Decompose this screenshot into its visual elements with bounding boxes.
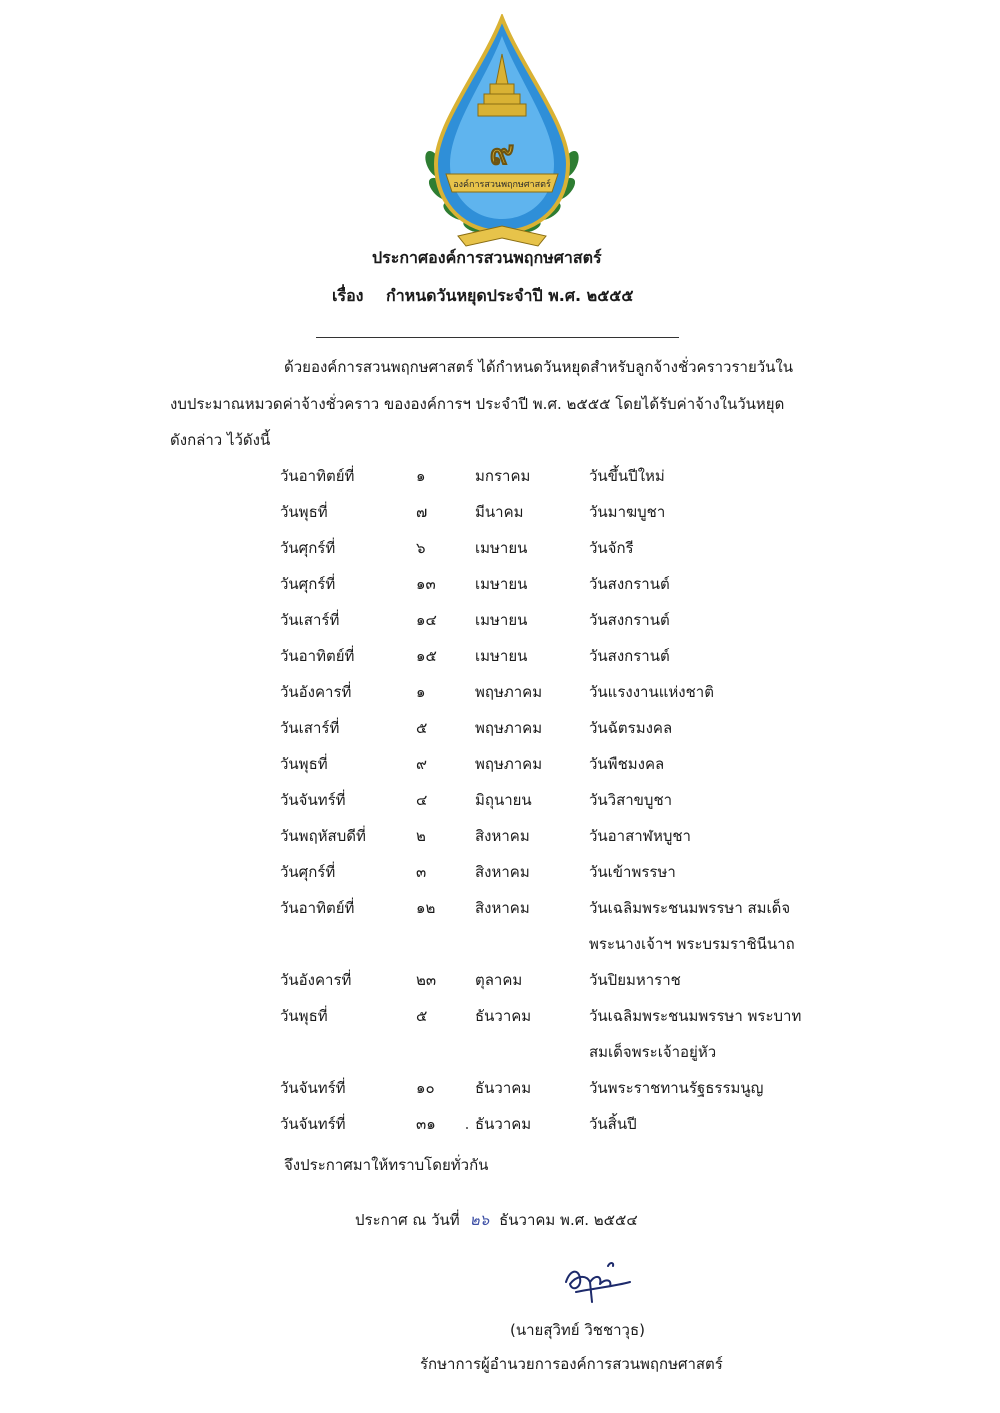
table-row — [280, 1070, 879, 1106]
holiday-month: พฤษภาคม — [475, 683, 543, 701]
table-row — [280, 818, 879, 854]
holiday-date: ๑๕ — [416, 647, 437, 665]
issued-date — [355, 1208, 638, 1232]
holiday-month: ธันวาคม — [475, 1007, 532, 1025]
stray-dot — [466, 1127, 468, 1129]
holiday-day-of-week: วันจันทร์ที่ — [280, 791, 346, 809]
holiday-date: ๑ — [416, 683, 426, 701]
holiday-month: สิงหาคม — [475, 863, 530, 881]
holiday-day-of-week: วันศุกร์ที่ — [280, 575, 336, 593]
holiday-date: ๑ — [416, 467, 426, 485]
subject-line — [332, 284, 634, 309]
holiday-name: วันปิยมหาราช — [589, 971, 681, 989]
holiday-date: ๙ — [416, 755, 427, 773]
holiday-day-of-week: วันอังคารที่ — [280, 683, 352, 701]
table-row — [280, 962, 879, 998]
handwritten-signature — [556, 1252, 636, 1312]
table-row — [280, 926, 879, 962]
subject-label: เรื่อง — [332, 286, 364, 305]
table-row — [280, 602, 879, 638]
issued-day-handwritten: ๒๖ — [469, 1211, 490, 1229]
holiday-date: ๑๔ — [416, 611, 437, 629]
table-row — [280, 674, 879, 710]
holiday-day-of-week: วันพุธที่ — [280, 503, 328, 521]
holiday-day-of-week: วันเสาร์ที่ — [280, 611, 340, 629]
holiday-name: วันแรงงานแห่งชาติ — [589, 683, 714, 701]
table-row — [280, 638, 879, 674]
holiday-month: เมษายน — [475, 575, 528, 593]
holiday-date: ๗ — [416, 503, 428, 521]
holiday-month: พฤษภาคม — [475, 755, 543, 773]
holiday-name: วันสงกรานต์ — [589, 611, 670, 629]
holiday-name: วันมาฆบูชา — [589, 503, 666, 521]
table-row — [280, 494, 879, 530]
holiday-name: วันฉัตรมงคล — [589, 719, 673, 737]
intro-line-1: ด้วยองค์การสวนพฤกษศาสตร์ ได้กำหนดวันหยุดสำหรับลูกจ้างชั่วคราวรายวันใน — [284, 358, 794, 376]
holiday-date: ๑๐ — [416, 1079, 435, 1097]
holiday-name: วันสงกรานต์ — [589, 575, 670, 593]
holiday-day-of-week: วันอาทิตย์ที่ — [280, 467, 355, 485]
subject-text: กำหนดวันหยุดประจำปี พ.ศ. ๒๕๕๕ — [386, 286, 634, 305]
holiday-month: เมษายน — [475, 647, 528, 665]
page-title: ประกาศองค์การสวนพฤกษศาสตร์ — [372, 248, 602, 267]
holiday-date — [416, 1034, 475, 1070]
table-row — [280, 566, 879, 602]
holiday-name: วันวิสาขบูชา — [589, 791, 673, 809]
holiday-name: วันสงกรานต์ — [589, 647, 670, 665]
holiday-day-of-week: วันศุกร์ที่ — [280, 863, 336, 881]
holiday-month: เมษายน — [475, 611, 528, 629]
table-row — [280, 458, 879, 494]
table-row — [280, 530, 879, 566]
holiday-name: วันพืชมงคล — [589, 755, 665, 773]
holiday-day-of-week: วันจันทร์ที่ — [280, 1115, 346, 1133]
title-divider — [316, 337, 679, 338]
table-row — [280, 782, 879, 818]
holiday-day-of-week: วันอาทิตย์ที่ — [280, 647, 355, 665]
holiday-month: สิงหาคม — [475, 827, 530, 845]
holiday-date: ๑๓ — [416, 575, 436, 593]
table-row — [280, 710, 879, 746]
intro-line-3: ดังกล่าว ไว้ดังนี้ — [170, 431, 271, 449]
table-row — [280, 746, 879, 782]
holiday-name: วันอาสาฬหบูชา — [589, 827, 691, 845]
holiday-month: มกราคม — [475, 467, 531, 485]
intro-line-2: งบประมาณหมวดค่าจ้างชั่วคราว ขององค์การฯ ประจำปี พ.ศ. ๒๕๕๕ โดยได้รับค่าจ้างในวันหยุด — [170, 395, 785, 413]
svg-text:๙: ๙ — [489, 133, 515, 173]
holiday-date — [416, 926, 475, 962]
holiday-month: มีนาคม — [475, 503, 524, 521]
table-row — [280, 998, 879, 1034]
holiday-date: ๑๒ — [416, 899, 436, 917]
holiday-month: ธันวาคม — [475, 1115, 532, 1133]
holiday-name: วันสิ้นปี — [589, 1115, 637, 1133]
holiday-name: วันเฉลิมพระชนมพรรษา สมเด็จ — [589, 899, 791, 917]
holiday-month: มิถุนายน — [475, 791, 532, 809]
svg-text:องค์การสวนพฤกษศาสตร์: องค์การสวนพฤกษศาสตร์ — [453, 180, 551, 190]
table-row — [280, 1106, 879, 1142]
holiday-name: วันเข้าพรรษา — [589, 863, 676, 881]
issued-month-year: ธันวาคม พ.ศ. ๒๕๕๔ — [499, 1211, 638, 1229]
holiday-date: ๔ — [416, 791, 428, 809]
organization-logo — [418, 14, 586, 254]
holiday-name: วันพระราชทานรัฐธรรมนูญ — [589, 1079, 764, 1097]
holiday-day-of-week — [280, 926, 416, 962]
holiday-day-of-week: วันจันทร์ที่ — [280, 1079, 346, 1097]
holiday-month — [475, 926, 589, 962]
holiday-month: ตุลาคม — [475, 971, 523, 989]
holiday-day-of-week: วันพุธที่ — [280, 1007, 328, 1025]
holiday-day-of-week: วันเสาร์ที่ — [280, 719, 340, 737]
issued-prefix: ประกาศ ณ วันที่ — [355, 1211, 460, 1229]
holiday-day-of-week — [280, 1034, 416, 1070]
table-row — [280, 1034, 879, 1070]
holiday-name: วันขึ้นปีใหม่ — [589, 467, 665, 485]
holiday-month — [475, 1034, 589, 1070]
holiday-month: ธันวาคม — [475, 1079, 532, 1097]
holiday-table — [280, 458, 879, 1142]
holiday-date: ๒๓ — [416, 971, 437, 989]
holiday-name: พระนางเจ้าฯ พระบรมราชินีนาถ — [589, 935, 795, 953]
signer-name: (นายสุวิทย์ วิชชาวุธ) — [510, 1321, 645, 1339]
table-row — [280, 890, 879, 926]
signer-title: รักษาการผู้อำนวยการองค์การสวนพฤกษศาสตร์ — [420, 1355, 723, 1373]
holiday-date: ๕ — [416, 1007, 428, 1025]
holiday-day-of-week: วันอังคารที่ — [280, 971, 352, 989]
holiday-date: ๓ — [416, 863, 427, 881]
holiday-name: วันเฉลิมพระชนมพรรษา พระบาท — [589, 1007, 802, 1025]
holiday-date: ๓๑ — [416, 1115, 436, 1133]
holiday-name: วันจักรี — [589, 539, 634, 557]
holiday-month: เมษายน — [475, 539, 528, 557]
table-row — [280, 854, 879, 890]
holiday-day-of-week: วันพฤหัสบดีที่ — [280, 827, 366, 845]
holiday-date: ๒ — [416, 827, 426, 845]
holiday-name: สมเด็จพระเจ้าอยู่หัว — [589, 1043, 717, 1061]
holiday-day-of-week: วันอาทิตย์ที่ — [280, 899, 355, 917]
holiday-day-of-week: วันศุกร์ที่ — [280, 539, 336, 557]
closing-statement: จึงประกาศมาให้ทราบโดยทั่วกัน — [284, 1156, 489, 1174]
holiday-day-of-week: วันพุธที่ — [280, 755, 328, 773]
holiday-date: ๕ — [416, 719, 428, 737]
holiday-month: พฤษภาคม — [475, 719, 543, 737]
holiday-month: สิงหาคม — [475, 899, 530, 917]
holiday-date: ๖ — [416, 539, 426, 557]
